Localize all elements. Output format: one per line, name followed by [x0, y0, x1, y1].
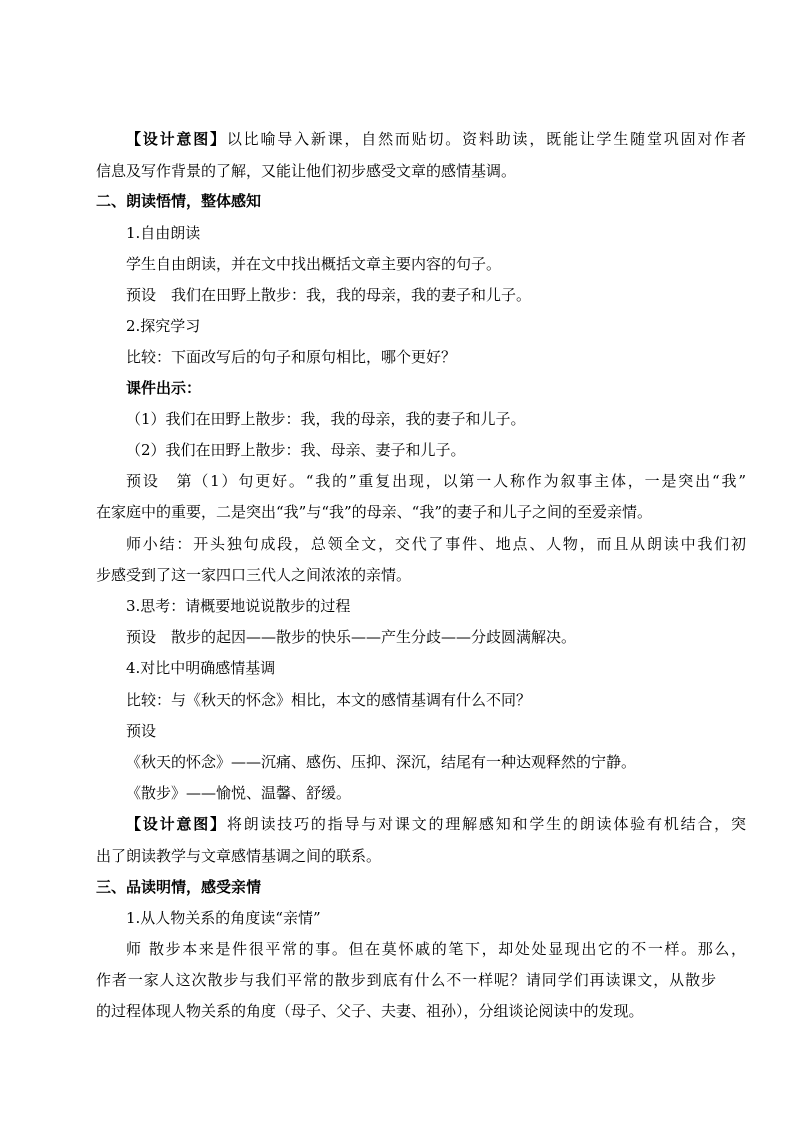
item-heading: 4.对比中明确感情基调 [126, 659, 276, 677]
option-1: （1）我们在田野上散步：我，我的母亲，我的妻子和儿子。 [126, 410, 526, 428]
design-intent-1-line-2: 信息及写作背景的了解，又能让他们初步感受文章的感情基调。 [96, 162, 517, 180]
preset-answer-line-2: 在家庭中的重要，二是突出“我”与“我”的母亲、“我”的妻子和儿子之间的至爱亲情。 [96, 503, 653, 521]
section-heading-3: 三、品读明情，感受亲情 [96, 878, 262, 896]
teacher-prompt-line-1: 师 散步本来是件很平常的事。但在莫怀戚的笔下，却处处显现出它的不一样。那么， [126, 940, 746, 958]
option-2: （2）我们在田野上散步：我、母亲、妻子和儿子。 [126, 441, 466, 459]
preset-answer: 预设 我们在田野上散步：我，我的母亲，我的妻子和儿子。 [126, 286, 532, 304]
teacher-summary-line-2: 步感受到了这一家四口三代人之间浓浓的亲情。 [96, 566, 412, 584]
paragraph: 学生自由朗读，并在文中找出概括文章主要内容的句子。 [126, 255, 502, 273]
section-heading-2: 二、朗读悟情，整体感知 [96, 192, 262, 210]
paragraph: 比较：下面改写后的句子和原句相比，哪个更好？ [126, 348, 457, 366]
preset-label: 预设 [126, 722, 157, 740]
item-heading: 2.探究学习 [126, 317, 201, 335]
teacher-prompt-line-2: 作者一家人这次散步与我们平常的散步到底有什么不一样呢？请同学们再读课文，从散步 [96, 971, 716, 989]
comparison-a: 《秋天的怀念》——沉痛、感伤、压抑、深沉，结尾有一种达观释然的宁静。 [126, 753, 637, 771]
design-intent-1-line-1: 【设计意图】以比喻导入新课，自然而贴切。资料助读，既能让学生随堂巩固对作者 [126, 130, 746, 148]
item-heading: 1.自由朗读 [126, 224, 201, 242]
preset-answer: 预设 散步的起因——散步的快乐——产生分歧——分歧圆满解决。 [126, 628, 577, 646]
design-intent-2-line-1: 【设计意图】将朗读技巧的指导与对课文的理解感知和学生的朗读体验有机结合，突 [126, 815, 746, 833]
design-intent-tag: 【设计意图】 [126, 815, 227, 833]
item-heading: 3.思考：请概要地说说散步的过程 [126, 597, 351, 615]
slide-label: 课件出示： [126, 379, 202, 397]
teacher-summary-line-1: 师小结：开头独句成段，总领全文，交代了事件、地点、人物，而且从朗读中我们初 [126, 535, 746, 553]
design-intent-2-line-2: 出了朗读教学与文章感情基调之间的联系。 [96, 847, 382, 865]
design-intent-tag: 【设计意图】 [126, 130, 227, 148]
teacher-prompt-line-3: 的过程体现人物关系的角度（母子、父子、夫妻、祖孙），分组谈论阅读中的发现。 [96, 1002, 644, 1020]
paragraph: 比较：与《秋天的怀念》相比，本文的感情基调有什么不同？ [126, 691, 532, 709]
preset-answer-line-1: 预设 第（1）句更好。“我的”重复出现，以第一人称作为叙事主体，一是突出“我” [126, 472, 746, 490]
comparison-b: 《散步》——愉悦、温馨、舒缓。 [126, 784, 352, 802]
item-heading: 1.从人物关系的角度读“亲情” [126, 909, 321, 927]
